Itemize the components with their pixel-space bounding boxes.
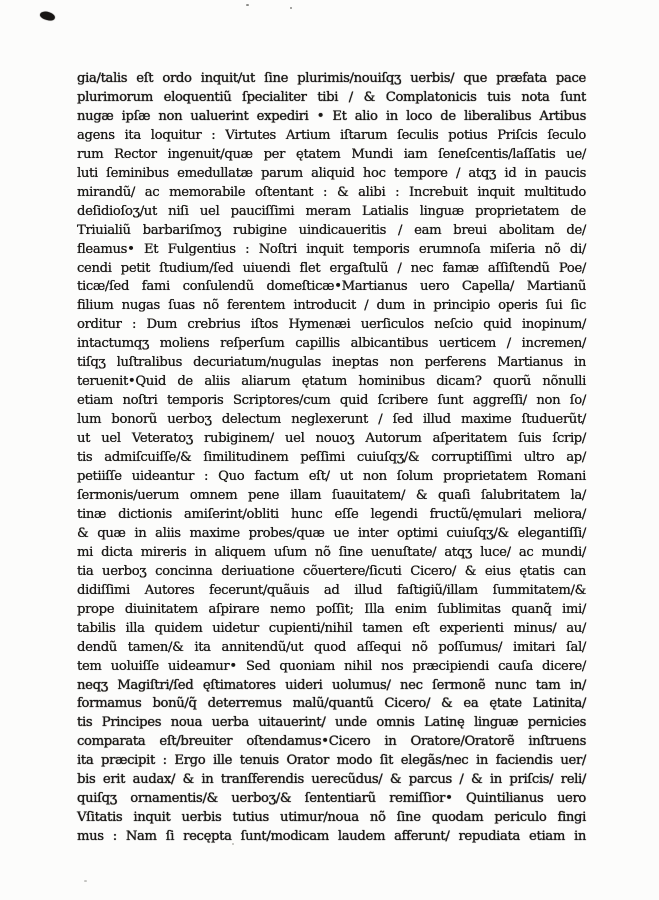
text-block (77, 70, 586, 847)
text-line: orditur : Dum crebrius iſtos Hymenæi uerſiculos neſcio quid inopinum/ (77, 317, 586, 333)
text-line: rum Rector ingenuit/quæ per ętatem Mundi iam ſeneſcentis/laſſatis ue/ (77, 146, 586, 162)
text-line: agens ita loquitur : Virtutes Artium iſtarum ſeculis potius Priſcis ſeculo (77, 127, 586, 143)
text-line: quiſqʒ ornamentis/& uerboʒ/& ſententiarũ remiſſior• Quintilianus uero (77, 791, 586, 807)
dust-speck (290, 7, 292, 9)
text-line: lum bonorũ uerboʒ delectum neglexerunt / ſed illud maxime ſtuduerũt/ (77, 412, 586, 428)
text-line: plurimorum eloquentiũ ſpecialiter tibi / & Complatonicis tuis nota ſunt (77, 89, 586, 105)
text-line: mus : Nam ſi recępta ſunt/modicam laudem afferunt/ repudiata etiam in (77, 829, 586, 845)
text-line: ut uel Veteratoʒ rubiginem/ uel nouoʒ Autorum aſperitatem ſuis ſcrip/ (77, 431, 586, 447)
text-line: teruenit•Quid de aliis aliarum ętatum hominibus dicam? quorũ nõnulli (77, 374, 586, 390)
text-line: ſermonis/uerum omnem pene illam ſuauitatem/ & quaſi ſalubritatem la/ (77, 487, 586, 503)
text-line: comparata eſt/breuiter oſtendamus•Cicero in Oratore/Oratorẽ inſtruens (77, 734, 586, 750)
text-line: petiiſſe uideantur : Quo factum eſt/ ut non ſolum proprietatem Romani (77, 469, 586, 485)
text-line: nugæ ipſæ non ualuerint expediri • Et alio in loco de liberalibus Artibus (77, 108, 586, 124)
ink-blot (39, 10, 56, 22)
text-line: intactumqʒ moliens reſperſum capillis albicantibus uerticem / incremen/ (77, 336, 586, 352)
text-line: gia/talis eſt ordo inquit/ut ſine plurimis/nouiſqʒ uerbis/ que præfata pace (77, 71, 586, 86)
text-line: prope diuinitatem aſpirare nemo poſſit; Illa enim ſublimitas quanq̃ imi/ (77, 601, 586, 617)
text-line: deſidioſoʒ/ut niſi uel pauciſſimi meram Latialis linguæ proprietatem de (77, 203, 586, 219)
text-line: tis Principes noua uerba uitauerint/ unde omnis Latinę linguæ pernicies (77, 715, 586, 731)
text-line: ticæ/ſed fami conſulendũ domeſticæ•Martianus uero Capella/ Martianũ (77, 279, 586, 295)
text-line: tinæ dictionis amiſerint/obliti hunc eſſe legendi fructũ/ęmulari meliora/ (77, 506, 586, 522)
text-line: tabilis illa quidem uidetur cupienti/nihil tamen eſt experienti minus/ au/ (77, 620, 586, 636)
text-line: fleamus• Et Fulgentius : Noſtri inquit temporis erumnoſa miſeria nõ di/ (77, 241, 586, 257)
text-line: mi dicta mireris in aliquem uſum nõ ſine uenuſtate/ atqʒ luce/ ac mundi/ (77, 544, 586, 560)
text-line: bis erit audax/ & in tranſferendis uerecũdus/ & parcus / & in priſcis/ reli/ (77, 772, 586, 788)
text-line: didiſſimi Autores fecerunt/quãuis ad illud faſtigiũ/illam ſummitatem/& (77, 582, 586, 598)
dust-speck (84, 880, 87, 882)
text-line: filium nugas ſuas nõ ferentem introducit / dum in principio operis ſui ſic (77, 298, 586, 314)
text-line: tia uerboʒ concinna deriuatione cõuertere/ſicuti Cicero/ & eius ętatis can (77, 563, 586, 579)
text-line: cendi petit ſtudium/ſed uiuendi flet ergaſtulũ / nec famæ aſſiſtendũ Poe/ (77, 260, 586, 276)
text-line: dendũ tamen/& ita annitendũ/ut quod aſſequi nõ poſſumus/ imitari ſal/ (77, 639, 586, 655)
text-line: etiam noſtri temporis Scriptores/cum quid ſcribere ſunt aggreſſi/ non ſo/ (77, 393, 586, 409)
dust-speck (246, 4, 249, 6)
text-line: tem uoluiſſe uideamur• Sed quoniam nihil nos præcipiendi cauſa dicere/ (77, 658, 586, 674)
text-line: neqʒ Magiſtri/ſed ęſtimatores uideri uolumus/ nec ſermonẽ nunc tam in/ (77, 677, 586, 693)
text-line: ita præcipit : Ergo ille tenuis Orator modo ſit elegãs/nec in faciendis uer/ (77, 753, 586, 769)
text-line: luti ſeminibus emedullatæ parum aliquid hoc tempore / atqʒ id in paucis (77, 165, 586, 181)
text-line: Vſitatis inquit uerbis tutius utimur/noua nõ ſine quodam periculo fingi (77, 810, 586, 826)
text-line: mirandũ/ ac memorabile oſtentant : & alibi : Increbuit inquit multitudo (77, 184, 586, 200)
text-line: & quæ in aliis maxime probes/quæ ue inter optimi cuiuſqʒ/& elegantiſſi/ (77, 525, 586, 541)
text-line: tis admiſcuiſſe/& ſimilitudinem peſſimi cuiuſqʒ/& corruptiſſimi ultro ap/ (77, 450, 586, 466)
text-line: Triuialiũ barbariſmoʒ rubigine uindicaueritis / eam breui abolitam de/ (77, 222, 586, 238)
text-line: tiſqʒ luſtralibus decuriatum/nugulas ineptas non perferens Martianus in (77, 355, 586, 371)
text-line: formamus bonũ/q̃ deterremus malũ/quantũ Cicero/ & ea ętate Latinita/ (77, 696, 586, 712)
